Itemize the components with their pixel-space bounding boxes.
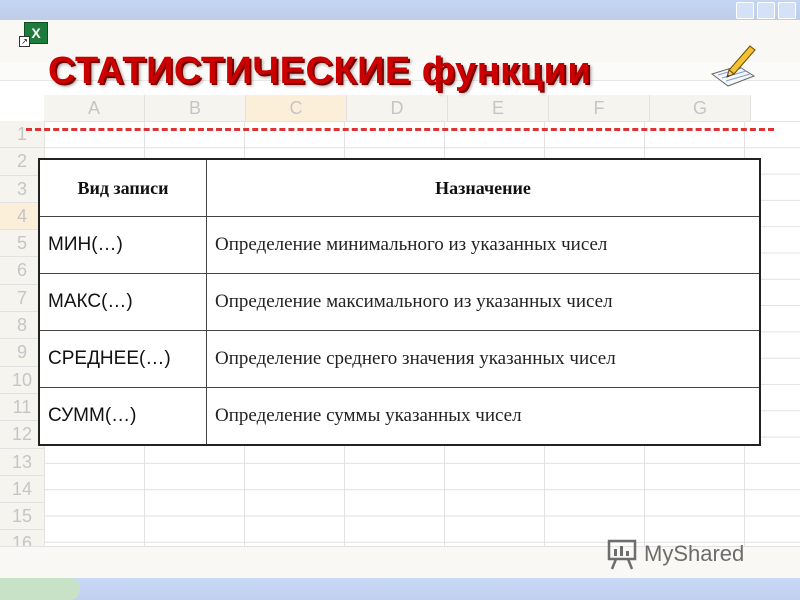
column-header[interactable]: G [650,95,751,121]
windows-taskbar [0,578,800,600]
column-headers [44,95,751,121]
presentation-board-icon [606,537,640,571]
dashed-divider [26,128,774,131]
pencil-paper-icon [708,44,758,88]
myshared-watermark [606,536,744,572]
close-button[interactable] [778,2,796,19]
function-form: СУММ(…) [39,388,207,446]
row-header[interactable]: 5 [0,230,44,257]
table-row [39,217,760,274]
function-purpose: Определение максимального из указанных чисел [207,274,761,331]
excel-menu-bar [0,20,800,38]
table-row [39,388,760,446]
minimize-button[interactable] [736,2,754,19]
row-header[interactable]: 1 [0,121,44,148]
watermark-text: MyShared [644,541,745,566]
function-form: СРЕДНЕЕ(…) [39,331,207,388]
function-form: МИН(…) [39,217,207,274]
column-header[interactable]: A [44,95,145,121]
row-header[interactable]: 3 [0,176,44,203]
maximize-button[interactable] [757,2,775,19]
column-header[interactable]: E [448,95,549,121]
function-purpose: Определение суммы указанных чисел [207,388,761,446]
row-header[interactable]: 16 [0,530,44,557]
row-header[interactable]: 7 [0,285,44,312]
function-purpose: Определение среднего значения указанных чисел [207,331,761,388]
functions-table [38,158,761,446]
row-header[interactable]: 15 [0,503,44,530]
column-header[interactable]: F [549,95,650,121]
function-form: МАКС(…) [39,274,207,331]
row-header[interactable]: 2 [0,148,44,175]
row-header[interactable]: 10 [0,367,44,394]
header-form: Вид записи [39,159,207,217]
header-purpose: Назначение [207,159,761,217]
row-header[interactable]: 14 [0,476,44,503]
table-row [39,331,760,388]
slide-title: СТАТИСТИЧЕСКИЕ функции [48,50,592,92]
column-header[interactable]: B [145,95,246,121]
table-header-row [39,159,760,217]
row-header[interactable]: 8 [0,312,44,339]
column-header[interactable]: D [347,95,448,121]
table-row [39,274,760,331]
column-header-active[interactable]: C [246,95,347,121]
excel-title-bar [0,0,800,20]
row-header[interactable]: 13 [0,449,44,476]
row-header[interactable]: 12 [0,421,44,448]
shortcut-arrow-icon: ↗ [19,36,30,47]
start-button[interactable] [0,578,80,600]
row-header[interactable]: 9 [0,339,44,366]
row-header[interactable]: 11 [0,394,44,421]
row-header-active[interactable]: 4 [0,203,44,230]
row-header[interactable]: 6 [0,257,44,284]
excel-icon[interactable]: X [24,22,48,44]
function-purpose: Определение минимального из указанных чисел [207,217,761,274]
